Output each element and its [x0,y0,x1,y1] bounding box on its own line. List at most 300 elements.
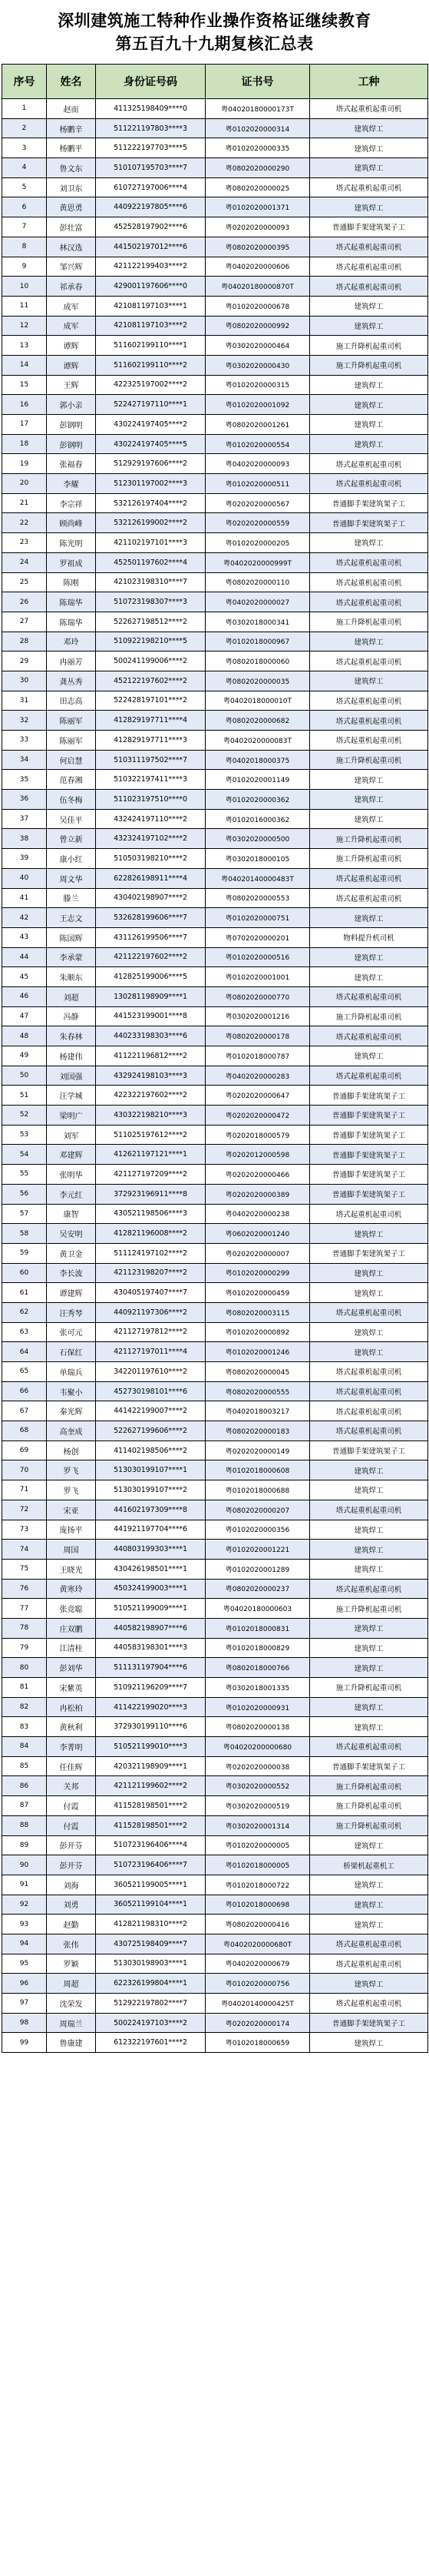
cell-job-type: 普通脚手架建筑架子工 [310,1165,428,1185]
cell-seq: 25 [2,572,47,592]
cell-certificate-number: 粤0202020000559 [206,513,310,533]
cell-job-type: 塔式起重机起重司机 [310,1401,428,1421]
cell-id-number: 411402198506****2 [96,1441,206,1460]
cell-job-type: 塔式起重机起重司机 [310,277,428,297]
cell-job-type: 施工升降机起重司机 [310,1599,428,1619]
cell-job-type: 塔式起重机起重司机 [310,257,428,277]
cell-id-number: 510311197502****7 [96,750,206,770]
cell-name: 吴佳平 [47,809,96,829]
cell-name: 李菁明 [47,1737,96,1757]
cell-name: 冉丽芳 [47,651,96,671]
header-certificate-number: 证书号 [206,65,310,99]
table-row [2,158,428,178]
cell-certificate-number: 粤0202020000466 [206,1165,310,1185]
cell-seq: 29 [2,651,47,671]
cell-seq: 90 [2,1855,47,1875]
cell-name: 田志高 [47,691,96,711]
table-row [2,1599,428,1619]
cell-certificate-number: 粤0302020000519 [206,1796,310,1816]
cell-job-type: 物料提升机司机 [310,927,428,947]
table-row [2,197,428,217]
cell-certificate-number: 粤0802020000035 [206,671,310,691]
cell-name: 王辉 [47,375,96,395]
table-row [2,296,428,316]
cell-id-number: 412825199006****5 [96,967,206,987]
cell-seq: 19 [2,454,47,474]
cell-seq: 80 [2,1658,47,1678]
cell-certificate-number: 粤0102020000335 [206,138,310,158]
table-row [2,1460,428,1480]
cell-job-type: 施工升降机起重司机 [310,829,428,849]
cell-certificate-number: 粤0402020000027 [206,592,310,612]
cell-seq: 98 [2,2013,47,2033]
cell-id-number: 411325198409****0 [96,99,206,119]
cell-name: 邹兴辉 [47,257,96,277]
table-row [2,1855,428,1875]
table-row [2,1954,428,1974]
table-row [2,99,428,119]
cell-id-number: 421127197011****4 [96,1342,206,1362]
cell-job-type: 塔式起重机起重司机 [310,888,428,908]
cell-certificate-number: 粤0402020000999T [206,552,310,572]
cell-job-type: 普通脚手架建筑架子工 [310,217,428,237]
cell-job-type: 施工升降机起重司机 [310,750,428,770]
table-row [2,355,428,375]
cell-certificate-number: 粤0802020000395 [206,237,310,257]
cell-id-number: 430426198501****1 [96,1559,206,1579]
cell-certificate-number: 粤0402020000680T [206,1934,310,1954]
cell-seq: 36 [2,790,47,810]
cell-seq: 58 [2,1224,47,1244]
cell-certificate-number: 粤0802020001261 [206,415,310,435]
cell-name: 韦聚小 [47,1381,96,1401]
cell-certificate-number: 粤0402020000679 [206,1954,310,1974]
cell-seq: 70 [2,1460,47,1480]
cell-certificate-number: 粤0302018000341 [206,612,310,632]
table-row [2,1815,428,1835]
cell-name: 谭建辉 [47,1283,96,1303]
table-row [2,2013,428,2033]
cell-certificate-number: 粤0302018001335 [206,1678,310,1698]
cell-certificate-number: 粤0802020000138 [206,1717,310,1737]
table-row [2,1678,428,1698]
cell-id-number: 511124197102****2 [96,1243,206,1263]
cell-id-number: 511023197510****0 [96,790,206,810]
cell-certificate-number: 粤0102020000554 [206,434,310,454]
cell-id-number: 510723198307****3 [96,592,206,612]
cell-certificate-number: 粤0202020000174 [206,2013,310,2033]
cell-name: 黄卫金 [47,1243,96,1263]
cell-name: 冉松柏 [47,1697,96,1717]
cell-name: 顾尚峰 [47,513,96,533]
cell-name: 谭辉 [47,355,96,375]
cell-name: 高奎成 [47,1421,96,1441]
cell-id-number: 522627199606****2 [96,1421,206,1441]
cell-job-type: 普通脚手架建筑架子工 [310,1145,428,1165]
cell-seq: 85 [2,1756,47,1776]
cell-name: 付霞 [47,1815,96,1835]
cell-job-type: 塔式起重机起重司机 [310,1934,428,1954]
cell-seq: 16 [2,395,47,415]
table-row [2,434,428,454]
cell-seq: 83 [2,1717,47,1737]
cell-job-type: 建筑焊工 [310,770,428,790]
cell-id-number: 421121199602****2 [96,1776,206,1796]
cell-job-type: 塔式起重机起重司机 [310,1362,428,1382]
cell-job-type: 塔式起重机起重司机 [310,711,428,731]
cell-certificate-number: 粤0202020000093 [206,217,310,237]
cell-seq: 71 [2,1480,47,1500]
cell-id-number: 510921196209****7 [96,1678,206,1698]
cell-id-number: 360521199005****1 [96,1875,206,1895]
cell-seq: 59 [2,1243,47,1263]
cell-name: 刘勇 [47,1895,96,1915]
cell-job-type: 建筑焊工 [310,415,428,435]
cell-job-type: 普通脚手架建筑架子工 [310,493,428,513]
cell-name: 伍冬梅 [47,790,96,810]
cell-certificate-number: 粤0102020000314 [206,118,310,138]
cell-id-number: 511222197703****5 [96,138,206,158]
cell-job-type: 施工升降机起重司机 [310,355,428,375]
cell-job-type: 建筑焊工 [310,671,428,691]
cell-certificate-number: 粤0302020000464 [206,336,310,356]
cell-certificate-number: 粤0802020000183 [206,1421,310,1441]
cell-seq: 44 [2,947,47,967]
cell-id-number: 622326199804****1 [96,1974,206,1994]
cell-job-type: 塔式起重机起重司机 [310,868,428,888]
cell-id-number: 429001197606****0 [96,277,206,297]
cell-job-type: 建筑焊工 [310,1480,428,1500]
cell-seq: 45 [2,967,47,987]
cell-seq: 49 [2,1046,47,1066]
cell-name: 王志文 [47,908,96,928]
cell-name: 刘国强 [47,1066,96,1086]
cell-id-number: 441602197309****8 [96,1500,206,1520]
cell-seq: 23 [2,533,47,553]
table-row [2,1145,428,1165]
cell-certificate-number: 粤0302020000430 [206,355,310,375]
cell-seq: 69 [2,1441,47,1460]
table-row [2,1302,428,1322]
cell-seq: 5 [2,177,47,197]
cell-job-type: 建筑焊工 [310,1717,428,1737]
cell-certificate-number: 粤0102020000362 [206,790,310,810]
table-row [2,1441,428,1460]
table-row [2,1796,428,1816]
cell-job-type: 建筑焊工 [310,1460,428,1480]
cell-certificate-number: 粤0102020000756 [206,1974,310,1994]
table-row [2,829,428,849]
cell-id-number: 421023198310****7 [96,572,206,592]
cell-job-type: 建筑焊工 [310,947,428,967]
cell-name: 陈国辉 [47,927,96,947]
cell-name: 杨鹏辛 [47,118,96,138]
cell-seq: 18 [2,434,47,454]
cell-name: 关邦 [47,1776,96,1796]
cell-job-type: 建筑焊工 [310,375,428,395]
cell-name: 庄双鹏 [47,1618,96,1638]
cell-certificate-number: 粤04020140000425T [206,1994,310,2014]
cell-seq: 26 [2,592,47,612]
table-row [2,711,428,731]
cell-job-type: 施工升降机起重司机 [310,1678,428,1698]
cell-job-type: 普通脚手架建筑架子工 [310,1086,428,1106]
table-row [2,1006,428,1026]
cell-name: 秦光辉 [47,1401,96,1421]
cell-id-number: 430224197405****5 [96,434,206,454]
cell-id-number: 532126197404****2 [96,493,206,513]
cell-id-number: 360521199104****1 [96,1895,206,1915]
cell-seq: 82 [2,1697,47,1717]
table-row [2,1915,428,1934]
cell-seq: 77 [2,1599,47,1619]
cell-seq: 28 [2,632,47,651]
table-row [2,257,428,277]
cell-name: 周超 [47,1974,96,1994]
cell-job-type: 塔式起重机起重司机 [310,1381,428,1401]
table-row [2,513,428,533]
cell-name: 周国 [47,1540,96,1560]
cell-certificate-number: 粤0702020000201 [206,927,310,947]
cell-job-type: 建筑焊工 [310,1658,428,1678]
cell-name: 朱春林 [47,1026,96,1046]
cell-id-number: 372923196911****8 [96,1184,206,1204]
cell-seq: 81 [2,1678,47,1698]
table-row [2,1066,428,1086]
cell-id-number: 500224197103****2 [96,2013,206,2033]
cell-id-number: 511025197612****2 [96,1125,206,1145]
cell-id-number: 522627198512****2 [96,612,206,632]
cell-id-number: 512929197606****2 [96,454,206,474]
cell-seq: 42 [2,908,47,928]
cell-name: 赵而 [47,99,96,119]
cell-id-number: 532628199606****7 [96,908,206,928]
cell-job-type: 建筑焊工 [310,296,428,316]
cell-certificate-number: 粤0102020001371 [206,197,310,217]
cell-name: 彭壮富 [47,217,96,237]
cell-id-number: 411528198501****2 [96,1815,206,1835]
cell-seq: 34 [2,750,47,770]
cell-name: 康智 [47,1204,96,1224]
cell-job-type: 建筑焊工 [310,1915,428,1934]
cell-id-number: 412621197121****1 [96,1145,206,1165]
cell-certificate-number: 粤0102020000751 [206,908,310,928]
table-row [2,1756,428,1776]
table-row [2,1086,428,1106]
cell-certificate-number: 粤0102020000931 [206,1697,310,1717]
cell-certificate-number: 粤0802020000553 [206,888,310,908]
table-row [2,1835,428,1855]
table-row [2,1381,428,1401]
cell-seq: 76 [2,1579,47,1599]
cell-certificate-number: 粤0102020001289 [206,1559,310,1579]
cell-seq: 27 [2,612,47,632]
cell-seq: 41 [2,888,47,908]
cell-job-type: 建筑焊工 [310,1559,428,1579]
cell-seq: 20 [2,474,47,494]
cell-job-type: 桥梁机起重机工 [310,1855,428,1875]
header-job-type: 工种 [310,65,428,99]
cell-id-number: 512922197802****7 [96,1994,206,2014]
cell-name: 彭开芬 [47,1835,96,1855]
cell-name: 张伟 [47,1934,96,1954]
cell-seq: 22 [2,513,47,533]
table-row [2,1934,428,1954]
table-row [2,1480,428,1500]
cell-seq: 72 [2,1500,47,1520]
table-row [2,1540,428,1560]
cell-id-number: 421123198207****2 [96,1263,206,1283]
cell-id-number: 511131197904****6 [96,1658,206,1678]
table-row [2,750,428,770]
table-row [2,1283,428,1303]
cell-job-type: 施工升降机起重司机 [310,1815,428,1835]
cell-name: 罗飞 [47,1460,96,1480]
cell-id-number: 532126199002****2 [96,513,206,533]
cell-name: 杨鹏平 [47,138,96,158]
document-title [0,0,429,64]
cell-certificate-number: 粤0202018000579 [206,1125,310,1145]
cell-seq: 6 [2,197,47,217]
cell-seq: 17 [2,415,47,435]
cell-certificate-number: 粤04020200000680 [206,1737,310,1757]
cell-name: 鲁文东 [47,158,96,178]
cell-name: 杨创 [47,1441,96,1460]
cell-certificate-number: 粤0102020001001 [206,967,310,987]
table-row [2,336,428,356]
cell-name: 张竞聪 [47,1599,96,1619]
cell-job-type: 建筑焊工 [310,1974,428,1994]
cell-name: 范春湘 [47,770,96,790]
cell-name: 任佳辉 [47,1756,96,1776]
table-row [2,592,428,612]
cell-seq: 37 [2,809,47,829]
cell-id-number: 440803199303****1 [96,1540,206,1560]
cell-id-number: 440583198301****3 [96,1638,206,1658]
cell-seq: 38 [2,829,47,849]
cell-job-type: 建筑焊工 [310,2033,428,2053]
cell-seq: 53 [2,1125,47,1145]
cell-id-number: 421081197103****1 [96,296,206,316]
cell-id-number: 452528197902****6 [96,217,206,237]
cell-job-type: 塔式起重机起重司机 [310,1737,428,1757]
cell-job-type: 施工升降机起重司机 [310,336,428,356]
cell-job-type: 建筑焊工 [310,1283,428,1303]
cell-seq: 73 [2,1520,47,1540]
cell-certificate-number: 粤0202020000007 [206,1243,310,1263]
cell-id-number: 412821198310****2 [96,1915,206,1934]
cell-job-type: 塔式起重机起重司机 [310,691,428,711]
cell-name: 曾立新 [47,829,96,849]
cell-name: 刘超 [47,986,96,1006]
cell-id-number: 421081197103****2 [96,316,206,336]
cell-certificate-number: 粤04020140000483T [206,868,310,888]
table-row [2,947,428,967]
cell-job-type: 塔式起重机起重司机 [310,474,428,494]
cell-seq: 57 [2,1204,47,1224]
table-row [2,612,428,632]
table-row [2,1046,428,1066]
cell-id-number: 441502197012****6 [96,237,206,257]
cell-id-number: 430725198409****7 [96,1934,206,1954]
cell-seq: 66 [2,1381,47,1401]
cell-id-number: 510107195703****7 [96,158,206,178]
cell-certificate-number: 粤0102020001149 [206,770,310,790]
cell-seq: 43 [2,927,47,947]
cell-certificate-number: 粤0102020000516 [206,947,310,967]
table-row [2,572,428,592]
table-row [2,1776,428,1796]
cell-name: 黄思勇 [47,197,96,217]
table-row [2,927,428,947]
cell-seq: 47 [2,1006,47,1026]
cell-seq: 68 [2,1421,47,1441]
cell-id-number: 513030199107****1 [96,1460,206,1480]
cell-seq: 32 [2,711,47,731]
table-row [2,395,428,415]
header-seq: 序号 [2,65,47,99]
cell-name: 何启慧 [47,750,96,770]
cell-name: 彭钢明 [47,434,96,454]
table-row [2,1618,428,1638]
table-row [2,1421,428,1441]
cell-certificate-number: 粤0102020000459 [206,1283,310,1303]
table-row [2,691,428,711]
table-row [2,493,428,513]
cell-id-number: 440582198907****6 [96,1618,206,1638]
cell-id-number: 430402198907****2 [96,888,206,908]
cell-id-number: 440922197805****6 [96,197,206,217]
cell-name: 刘军 [47,1125,96,1145]
cell-certificate-number: 粤0802020000025 [206,177,310,197]
cell-id-number: 511602199110****1 [96,336,206,356]
cell-job-type: 塔式起重机起重司机 [310,592,428,612]
cell-id-number: 510521199010****3 [96,1737,206,1757]
cell-id-number: 411221196812****2 [96,1046,206,1066]
cell-certificate-number: 粤0802020000178 [206,1026,310,1046]
title-line-2: 第五百九十九期复核汇总表 [115,33,314,53]
cell-certificate-number: 粤0102020000892 [206,1322,310,1342]
cell-seq: 62 [2,1302,47,1322]
cell-id-number: 432924198103****3 [96,1066,206,1086]
cell-id-number: 452122197602****2 [96,671,206,691]
table-row [2,1697,428,1717]
cell-name: 陈丽军 [47,731,96,751]
table-row [2,177,428,197]
cell-seq: 64 [2,1342,47,1362]
cell-name: 刘海 [47,1875,96,1895]
cell-id-number: 440233198303****6 [96,1026,206,1046]
cell-name: 单瑞兵 [47,1362,96,1382]
cell-id-number: 412829197711****3 [96,731,206,751]
cell-id-number: 510503198210****2 [96,849,206,869]
cell-certificate-number: 粤0802020000207 [206,1500,310,1520]
cell-name: 罗颖 [47,1954,96,1974]
cell-job-type: 塔式起重机起重司机 [310,731,428,751]
cell-id-number: 513030198903****1 [96,1954,206,1974]
cell-certificate-number: 粤0102020001221 [206,1540,310,1560]
cell-id-number: 130281198909****1 [96,986,206,1006]
cell-job-type: 塔式起重机起重司机 [310,1954,428,1974]
cell-certificate-number: 粤0102018000831 [206,1618,310,1638]
cell-name: 梁明广 [47,1106,96,1126]
cell-job-type: 普通脚手架建筑架子工 [310,1243,428,1263]
cell-certificate-number: 粤0202020000038 [206,1756,310,1776]
cell-id-number: 511221197803****3 [96,118,206,138]
cell-seq: 14 [2,355,47,375]
table-row [2,552,428,572]
cell-certificate-number: 粤0402020000283 [206,1066,310,1086]
